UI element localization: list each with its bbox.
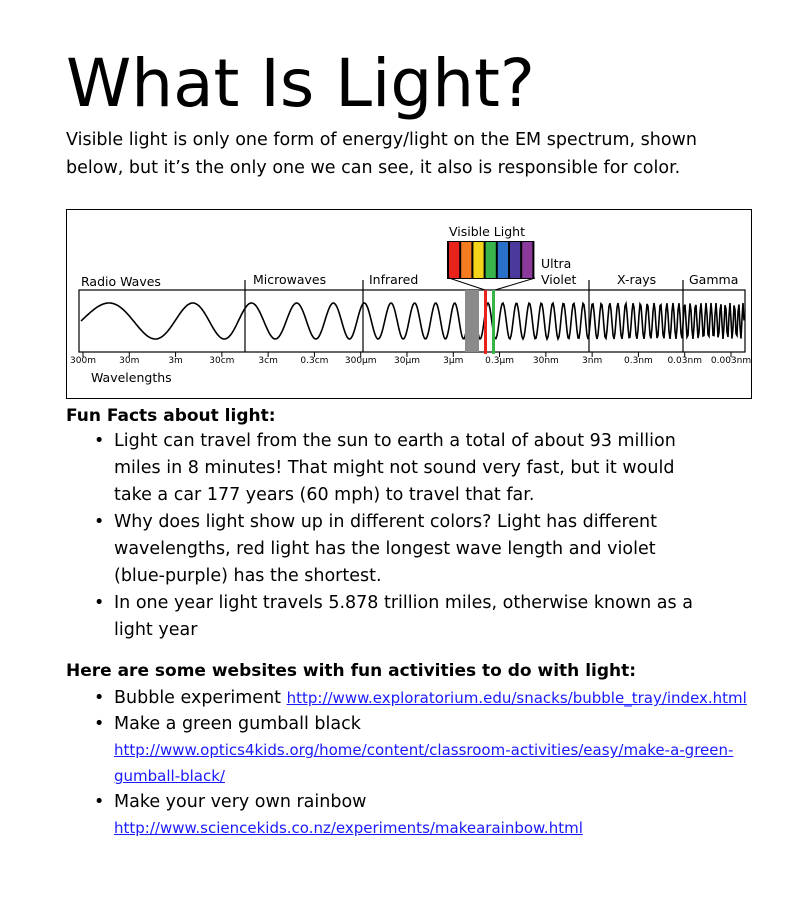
visible-color-bar [510,242,520,278]
band-label-violet: Violet [541,272,577,287]
list-item: • Why does light show up in different colors? Light has different wavelengths, red light has the longest wave length and violet (blue-purple) has the shortest. [88,509,698,590]
tick-label: 300µm [344,356,377,366]
websites-heading: Here are some websites with fun activities to do with light: [66,661,637,681]
tick-label: 0.003nm [710,356,751,366]
green-wavelength-marker [492,290,495,354]
band-label-gamma: Gamma [689,272,739,287]
visible-color-bar [449,242,459,278]
visible-funnel-right [495,278,535,290]
visible-color-bar [461,242,471,278]
red-wavelength-marker [484,290,487,354]
visible-funnel-left [449,278,485,290]
tick-label: 300m [70,356,96,366]
tick-label: 3cm [258,356,278,366]
tick-label: 3m [168,356,183,366]
visible-color-bar [522,242,532,278]
visible-light-color-bars [447,241,534,279]
intro-paragraph: Visible light is only one form of energy/light on the EM spectrum, shown below, but it’s the only one we can see, it also is responsible for color. [66,130,697,178]
band-label-xrays: X-rays [617,272,657,287]
band-label-infrared: Infrared [369,272,419,287]
tick-label: 30nm [532,356,559,366]
activity-text: Make a green gumball black [114,714,361,734]
tick-label: 0.3nm [624,356,653,366]
wave-curve [81,303,744,339]
tick-label: 3µm [443,356,464,366]
visible-region-gray-bar [465,290,479,352]
tick-label: 30m [119,356,140,366]
tick-label: 0.3µm [485,356,514,366]
tick-label: 0.3cm [300,356,329,366]
list-item: • Light can travel from the sun to earth a total of about 93 million miles in 8 minutes! That might not sound very fast, but it would take a car 177 years (60 mph) to travel that far. [88,428,698,509]
list-item [88,685,748,711]
bubble-experiment-link[interactable]: http://www.exploratorium.edu/snacks/bubble_tray/index.html [286,689,747,707]
websites-list [88,685,748,841]
wavelength-ticks [70,352,751,366]
visible-color-bar [473,242,483,278]
green-gumball-link[interactable]: http://www.optics4kids.org/home/content/classroom-activities/easy/make-a-green-gumball-black/ [114,741,734,785]
band-label-microwaves: Microwaves [253,272,327,287]
tick-label: 30µm [394,356,420,366]
fun-facts-heading: Fun Facts about light: [66,406,276,426]
visible-color-bar [498,242,508,278]
list-item [88,789,748,841]
rainbow-link[interactable]: http://www.sciencekids.co.nz/experiments/makearainbow.html [114,819,583,837]
visible-color-bar [486,242,496,278]
em-spectrum-diagram [66,209,752,399]
visible-light-label: Visible Light [449,224,526,239]
fun-facts-list [88,428,698,644]
band-label-ultra: Ultra [541,256,572,271]
activity-text: Make your very own rainbow [114,792,367,812]
page-title: What Is Light? [66,45,535,122]
band-label-radio: Radio Waves [81,274,161,289]
axis-label-wavelengths: Wavelengths [91,370,172,385]
list-item: • In one year light travels 5.878 trillion miles, otherwise known as a light year [88,590,698,644]
list-item [88,711,748,789]
activity-text: Bubble experiment [114,688,282,708]
tick-label: 0.03nm [667,356,702,366]
tick-label: 30cm [209,356,235,366]
tick-label: 3nm [582,356,603,366]
